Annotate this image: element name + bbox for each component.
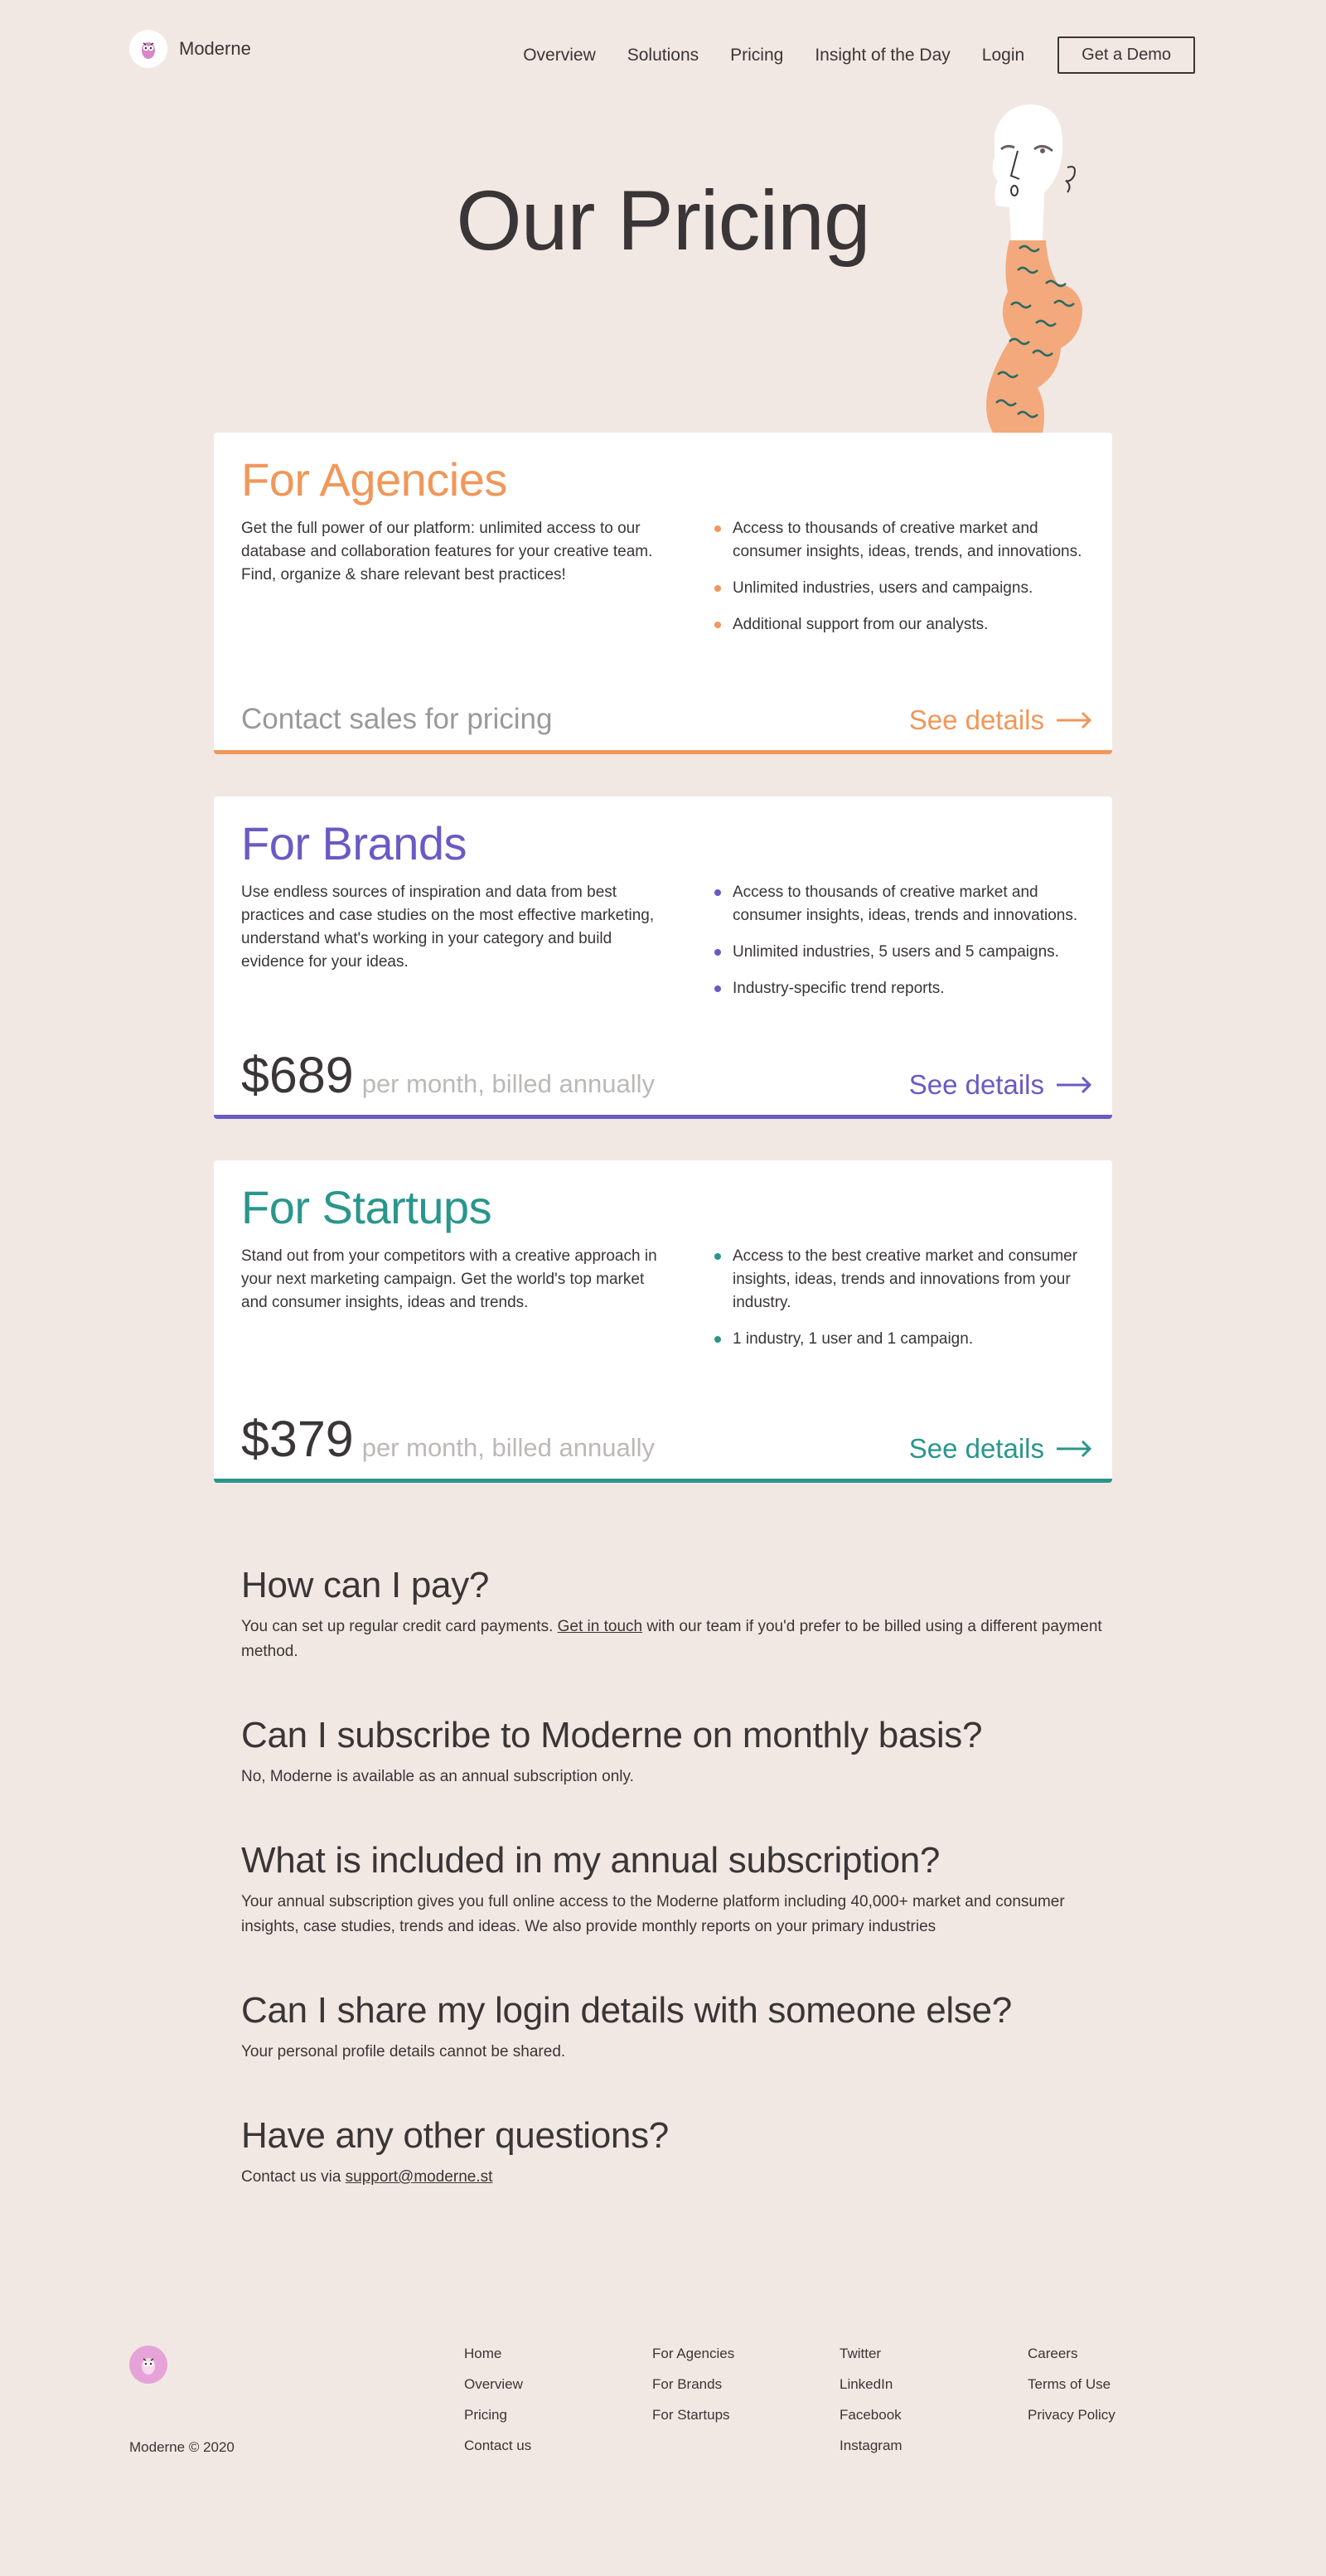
faq-question: Have any other questions? bbox=[241, 2115, 669, 2156]
see-details-link[interactable] bbox=[909, 1433, 1092, 1465]
plan-features bbox=[714, 881, 1087, 1014]
feature-item bbox=[714, 1245, 1087, 1315]
footer-link-pricing[interactable]: Pricing bbox=[464, 2407, 507, 2423]
nav-overview[interactable]: Overview bbox=[523, 45, 596, 65]
price-note: per month, billed annually bbox=[361, 1069, 655, 1098]
footer-column-social bbox=[840, 2345, 903, 2467]
bullet-dot-icon bbox=[714, 1336, 721, 1343]
price-row bbox=[241, 1410, 655, 1468]
plan-description: Use endless sources of inspiration and data from best practices and case studies on the most effective marketing, understand what's working in your category and build evidence for your ideas. bbox=[241, 884, 655, 971]
feature-item bbox=[714, 517, 1087, 564]
site-header bbox=[0, 0, 1326, 99]
nav-solutions[interactable]: Solutions bbox=[627, 45, 699, 65]
price-row bbox=[241, 1046, 655, 1104]
brand-name: Moderne bbox=[179, 38, 251, 59]
plan-title: For Agencies bbox=[241, 453, 507, 506]
feature-text: Additional support from our analysts. bbox=[733, 616, 989, 633]
bullet-dot-icon bbox=[714, 985, 721, 992]
faq-answer-text: You can set up regular credit card payments. bbox=[241, 1618, 558, 1635]
footer-link-facebook[interactable]: Facebook bbox=[840, 2407, 902, 2423]
footer-column-company bbox=[1028, 2345, 1115, 2437]
copyright: Moderne © 2020 bbox=[129, 2439, 235, 2455]
footer-link-for-startups[interactable]: For Startups bbox=[652, 2407, 730, 2423]
footer-owl-logo-icon[interactable] bbox=[129, 2346, 167, 2384]
card-accent-bar bbox=[214, 1115, 1112, 1119]
card-accent-bar bbox=[214, 1479, 1112, 1483]
faq-item bbox=[241, 1565, 1120, 1664]
logo-owl-icon bbox=[129, 30, 167, 68]
plan-card-startups bbox=[214, 1160, 1112, 1483]
logo[interactable] bbox=[129, 30, 251, 68]
footer-link-terms-of-use[interactable]: Terms of Use bbox=[1028, 2376, 1111, 2392]
bullet-dot-icon bbox=[714, 585, 721, 592]
feature-text: Unlimited industries, 5 users and 5 campaigns. bbox=[733, 943, 1059, 961]
bullet-dot-icon bbox=[714, 1253, 721, 1260]
person-illustration bbox=[945, 99, 1111, 435]
footer-link-contact-us[interactable]: Contact us bbox=[464, 2438, 532, 2453]
footer-link-linkedin[interactable]: LinkedIn bbox=[840, 2376, 893, 2392]
support-email-link[interactable]: support@moderne.st bbox=[345, 2168, 493, 2186]
footer-link-overview[interactable]: Overview bbox=[464, 2376, 523, 2392]
see-details-link[interactable] bbox=[909, 705, 1092, 736]
faq-question: Can I share my login details with someone else? bbox=[241, 1990, 1012, 2031]
faq-answer-text: with our team if you'd prefer to be billed using a different payment method. bbox=[241, 1618, 1102, 1660]
contact-sales-text: Contact sales for pricing bbox=[241, 703, 553, 735]
price-amount: $689 bbox=[241, 1047, 354, 1103]
arrow-right-icon bbox=[1056, 1440, 1092, 1458]
feature-item bbox=[714, 977, 1087, 1000]
feature-item bbox=[714, 941, 1087, 964]
footer-column-main bbox=[464, 2345, 531, 2467]
see-details-label: See details bbox=[908, 1069, 1044, 1100]
footer-link-twitter[interactable]: Twitter bbox=[840, 2346, 882, 2361]
page-title: Our Pricing bbox=[456, 173, 870, 268]
nav-insight-of-the-day[interactable]: Insight of the Day bbox=[815, 45, 951, 65]
price-note: per month, billed annually bbox=[361, 1433, 655, 1462]
bullet-dot-icon bbox=[714, 949, 721, 956]
see-details-label: See details bbox=[908, 1433, 1044, 1464]
feature-text: Access to the best creative market and consumer insights, ideas, trends and innovations from your industry. bbox=[733, 1247, 1078, 1311]
feature-text: Unlimited industries, users and campaigns. bbox=[733, 579, 1033, 597]
nav-login[interactable]: Login bbox=[981, 45, 1025, 65]
feature-item bbox=[714, 613, 1087, 637]
feature-item bbox=[714, 1328, 1087, 1351]
footer-link-home[interactable]: Home bbox=[464, 2346, 502, 2361]
see-details-link[interactable] bbox=[909, 1069, 1092, 1101]
plan-features bbox=[714, 517, 1087, 650]
footer-link-for-agencies[interactable]: For Agencies bbox=[652, 2346, 735, 2361]
see-details-label: See details bbox=[908, 705, 1044, 735]
faq-answer: No, Moderne is available as an annual subscription only. bbox=[241, 1768, 634, 1785]
faq-answer bbox=[241, 1615, 1120, 1664]
feature-text: Industry-specific trend reports. bbox=[733, 980, 945, 997]
faq-item bbox=[241, 2115, 1120, 2190]
card-accent-bar bbox=[214, 750, 1112, 754]
plan-title: For Brands bbox=[241, 817, 467, 869]
bullet-dot-icon bbox=[714, 525, 721, 532]
plan-title: For Startups bbox=[241, 1181, 492, 1233]
footer-link-instagram[interactable]: Instagram bbox=[840, 2438, 903, 2453]
bullet-dot-icon bbox=[714, 622, 721, 628]
plan-card-brands bbox=[214, 797, 1112, 1119]
footer-link-for-brands[interactable]: For Brands bbox=[652, 2376, 723, 2392]
faq-question: How can I pay? bbox=[241, 1565, 490, 1605]
faq-answer bbox=[241, 2165, 1120, 2190]
plan-features bbox=[714, 1245, 1087, 1364]
faq-answer: Your annual subscription gives you full online access to the Moderne platform including 40,000+ market and consumer insights, case studies, trends and ideas. We also provide monthly reports on your primary industries bbox=[241, 1893, 1065, 1935]
faq-item bbox=[241, 1840, 1120, 1939]
feature-item bbox=[714, 881, 1087, 927]
plan-description: Get the full power of our platform: unlimited access to our database and collaboration features for your creative team. Find, organize & share relevant best practices! bbox=[241, 520, 653, 583]
arrow-right-icon bbox=[1056, 1076, 1092, 1094]
plan-description: Stand out from your competitors with a creative approach in your next marketing campaign. Get the world's top market and consumer insights, ideas and trends. bbox=[241, 1247, 657, 1311]
get-a-demo-button[interactable]: Get a Demo bbox=[1057, 36, 1195, 74]
nav-pricing[interactable]: Pricing bbox=[730, 45, 784, 65]
get-in-touch-link[interactable]: Get in touch bbox=[557, 1618, 643, 1635]
feature-item bbox=[714, 577, 1087, 600]
faq-answer: Your personal profile details cannot be shared. bbox=[241, 2043, 566, 2060]
faq-item bbox=[241, 1990, 1120, 2065]
faq-question: What is included in my annual subscription? bbox=[241, 1840, 941, 1881]
faq-item bbox=[241, 1715, 1120, 1789]
price-amount: $379 bbox=[241, 1411, 354, 1467]
main-nav bbox=[523, 36, 1195, 74]
footer-column-plans bbox=[652, 2345, 734, 2437]
arrow-right-icon bbox=[1056, 711, 1092, 729]
footer-link-careers[interactable]: Careers bbox=[1028, 2346, 1078, 2361]
feature-text: 1 industry, 1 user and 1 campaign. bbox=[733, 1330, 974, 1348]
bullet-dot-icon bbox=[714, 889, 721, 896]
footer-link-privacy-policy[interactable]: Privacy Policy bbox=[1028, 2407, 1115, 2423]
faq-question: Can I subscribe to Moderne on monthly basis? bbox=[241, 1715, 983, 1755]
feature-text: Access to thousands of creative market and consumer insights, ideas, trends, and innovations. bbox=[733, 520, 1082, 560]
faq-answer-text: Contact us via bbox=[241, 2168, 346, 2186]
feature-text: Access to thousands of creative market and consumer insights, ideas, trends and innovations. bbox=[733, 884, 1078, 924]
plan-card-agencies bbox=[214, 433, 1112, 754]
